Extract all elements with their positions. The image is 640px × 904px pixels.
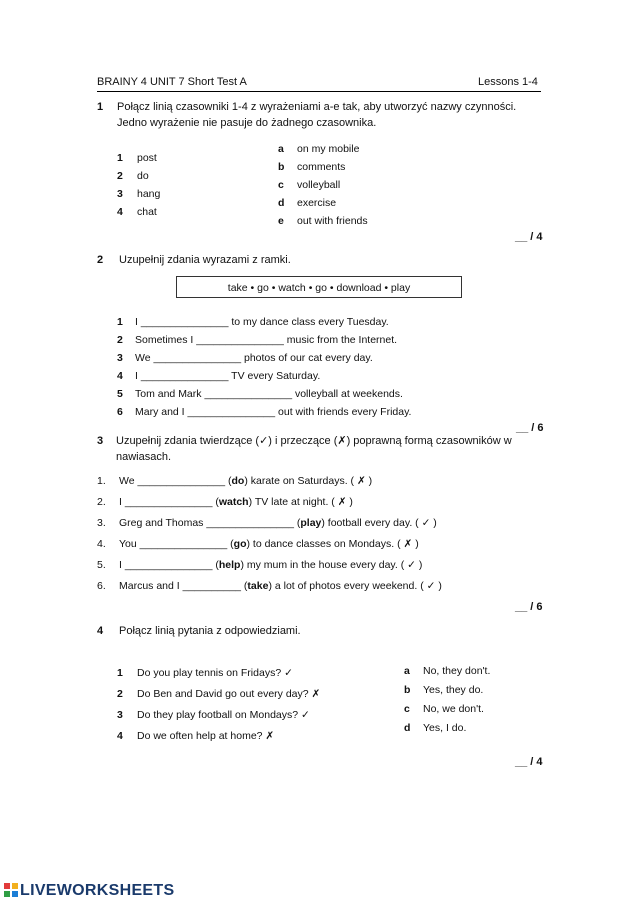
q4-answer: d Yes, I do. [404,722,467,734]
q3-instruction: Uzupełnij zdania twierdzące (✓) i przeczące (✗) poprawną formą czasowników w nawiasach. [116,435,512,463]
q3-item: 1. We _______________ (do) karate on Saturdays. ( ✗ ) [97,475,373,487]
q1-instruction: Połącz linią czasowniki 1-4 z wyrażeniami a-e tak, aby utworzyć nazwy czynności. Jedno wyrażenie nie pasuje do żadnego czasownika. [117,101,517,129]
q4-question: 3 Do they play football on Mondays? ✓ [117,709,310,721]
q3-score: __ / 6 [515,601,543,613]
q2-item: 2 Sometimes I _______________ music from the Internet. [117,334,398,346]
q1-right-item: d exercise [278,197,337,209]
q1-right-item: e out with friends [278,215,368,227]
q2-number: 2 [97,254,104,266]
q4-answer: c No, we don't. [404,703,484,715]
q1-left-item: 4 chat [117,206,157,218]
q1-left-item: 1 post [117,152,157,164]
q1-right-item: c volleyball [278,179,341,191]
q1-left-item: 3 hang [117,188,161,200]
q2-item: 3 We _______________ photos of our cat every day. [117,352,373,364]
q1-right-item: a on my mobile [278,143,360,155]
header-underline [97,91,541,92]
q2-item: 5 Tom and Mark _______________ volleyball at weekends. [117,388,403,400]
q1-score: __ / 4 [515,231,543,243]
word-box: take • go • watch • go • download • play [176,276,462,298]
q4-question: 4 Do we often help at home? ✗ [117,730,275,742]
q1-right-item: b comments [278,161,346,173]
q4-number: 4 [97,625,104,637]
logo-mark-icon [4,883,18,897]
q3-item: 3. Greg and Thomas _______________ (play) football every day. ( ✓ ) [97,517,437,529]
q2-instruction: Uzupełnij zdania wyrazami z ramki. [119,254,291,266]
q3-item: 4. You _______________ (go) to dance classes on Mondays. ( ✗ ) [97,538,419,550]
q4-question: 2 Do Ben and David go out every day? ✗ [117,688,321,700]
q4-instruction: Połącz linią pytania z odpowiedziami. [119,625,301,637]
q1-number: 1 [97,101,104,113]
q3-item: 6. Marcus and I __________ (take) a lot of photos every weekend. ( ✓ ) [97,580,442,592]
q4-answer: a No, they don't. [404,665,491,677]
q1-left-item: 2 do [117,170,149,182]
q4-score: __ / 4 [515,756,543,768]
worksheet-title: BRAINY 4 UNIT 7 Short Test A [97,76,247,88]
liveworksheets-logo: LIVEWORKSHEETS [4,882,174,900]
q3-item: 2. I _______________ (watch) TV late at night. ( ✗ ) [97,496,353,508]
q2-item: 6 Mary and I _______________ out with friends every Friday. [117,406,412,418]
lessons-label: Lessons 1-4 [478,76,538,88]
q4-answer: b Yes, they do. [404,684,484,696]
q2-item: 1 I _______________ to my dance class every Tuesday. [117,316,389,328]
q4-question: 1 Do you play tennis on Fridays? ✓ [117,667,293,679]
q3-item: 5. I _______________ (help) my mum in the house every day. ( ✓ ) [97,559,423,571]
q2-item: 4 I _______________ TV every Saturday. [117,370,321,382]
q3-number: 3 [97,435,104,447]
q2-score: __ / 6 [516,422,544,434]
